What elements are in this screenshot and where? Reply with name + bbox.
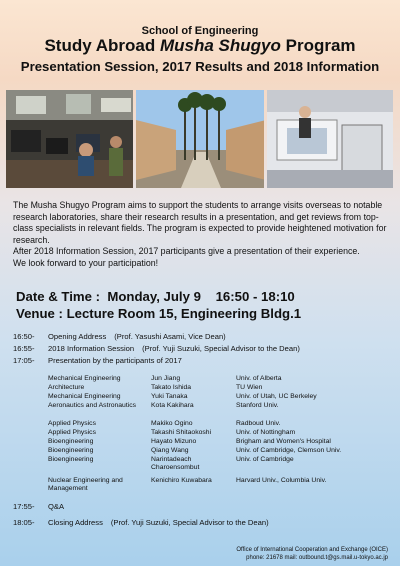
poster-subtitle: Presentation Session, 2017 Results and 2018 Information (20, 59, 380, 74)
participant-name: Jun Jiang (151, 375, 181, 382)
participant-univ: Univ. of Nottingham (236, 429, 296, 436)
footer-contact (236, 546, 388, 562)
schedule-note: (Prof. Yasushi Asami, Vice Dean) (114, 332, 226, 341)
schedule-item: Q&A (48, 502, 65, 511)
date-time (16, 289, 295, 304)
participant-univ: Univ. of Cambridge (236, 456, 294, 463)
date-value: Monday, July 9 (107, 289, 201, 304)
schedule-time: 16:50- (13, 332, 35, 341)
participant-univ: Univ. of Utah, UC Berkeley (236, 393, 317, 400)
campus-palm-photo (136, 90, 263, 188)
participant-dept: Applied Physics (48, 420, 96, 427)
office-name: Office of International Cooperation and Exchange (OICE) (236, 547, 388, 553)
title-italic: Musha Shugyo (160, 36, 281, 55)
schedule-item: Closing Address (48, 518, 103, 527)
participant-name: Kota Kakihara (151, 402, 194, 409)
title-suffix: Program (280, 36, 356, 55)
schedule-item: Opening Address (48, 332, 107, 341)
schedule-row (13, 518, 269, 527)
participant-dept: Nuclear Engineering and Management (48, 477, 123, 493)
schedule-row (13, 344, 300, 353)
lab-photo (6, 90, 133, 188)
venue-label: Venue : (16, 306, 63, 321)
participant-univ: Stanford Univ. (236, 402, 279, 409)
participant-dept: Mechanical Engineering (48, 375, 121, 382)
participant-name: Qiang Wang (151, 447, 189, 454)
participant-univ: Radboud Univ. (236, 420, 281, 427)
schedule-row (13, 356, 182, 365)
time-value: 16:50 - 18:10 (215, 289, 295, 304)
schedule-time: 17:05- (13, 356, 35, 365)
participant-name: Hayato Mizuno (151, 438, 197, 445)
intro-text (13, 200, 389, 270)
participant-name: Takato Ishida (151, 384, 192, 391)
participant-dept: Bioengineering (48, 456, 94, 463)
participant-dept: Applied Physics (48, 429, 96, 436)
participant-name: Narintadeach Charoensombut (151, 456, 200, 472)
participant-name: Takashi Shitaokoshi (151, 429, 212, 436)
intro-paragraph-3: We look forward to your participation! (13, 257, 159, 268)
participant-univ: Univ. of Cambridge, Clemson Univ. (236, 447, 342, 454)
venue (16, 306, 301, 321)
schedule-time: 16:55- (13, 344, 35, 353)
venue-value: Lecture Room 15, Engineering Bldg.1 (66, 306, 302, 321)
participant-name: Kenichiro Kuwabara (151, 477, 212, 484)
intro-paragraph-2: After 2018 Information Session, 2017 participants give a presentation of their experience. (13, 246, 360, 257)
schedule-row (13, 502, 64, 511)
intro-paragraph: The Musha Shugyo Program aims to support the students to arrange visits overseas to notable research laboratories, share their research results in a presentation, and get reviews from top-class specialists in relevant fields. The program is expected to provide heightened motivation for research. (13, 200, 387, 245)
schedule-note: (Prof. Yuji Suzuki, Special Advisor to the Dean) (142, 344, 300, 353)
poster-title (0, 36, 400, 56)
experiment-photo (267, 90, 394, 188)
photo-strip (6, 90, 394, 188)
participant-dept: Aeronautics and Astronautics (48, 402, 137, 409)
schedule-time: 17:55- (13, 502, 35, 511)
schedule-item: 2018 Information Session (48, 344, 135, 353)
schedule-time: 18:05- (13, 518, 35, 527)
participant-univ: Brigham and Women's Hospital (236, 438, 331, 445)
participant-univ: Univ. of Alberta (236, 375, 282, 382)
schedule-item: Presentation by the participants of 2017 (48, 356, 182, 365)
participant-name: Yuki Tanaka (151, 393, 188, 400)
schedule-note: (Prof. Yuji Suzuki, Special Advisor to the Dean) (110, 518, 269, 527)
schedule-row (13, 332, 226, 341)
date-label: Date & Time : (16, 289, 101, 304)
title-prefix: Study Abroad (44, 36, 160, 55)
participant-univ: Harvard Univ., Columbia Univ. (236, 477, 327, 484)
school-name: School of Engineering (141, 25, 259, 37)
participant-name: Makiko Ogino (151, 420, 193, 427)
contact-info: phone: 21678 mail: outbound.t@gs.mail.u-tokyo.ac.jp (246, 555, 388, 561)
participant-dept: Architecture (48, 384, 85, 391)
participant-dept: Mechanical Engineering (48, 393, 121, 400)
participant-univ: TU Wien (236, 384, 263, 391)
participant-dept: Bioengineering (48, 438, 94, 445)
participant-dept: Bioengineering (48, 447, 94, 454)
